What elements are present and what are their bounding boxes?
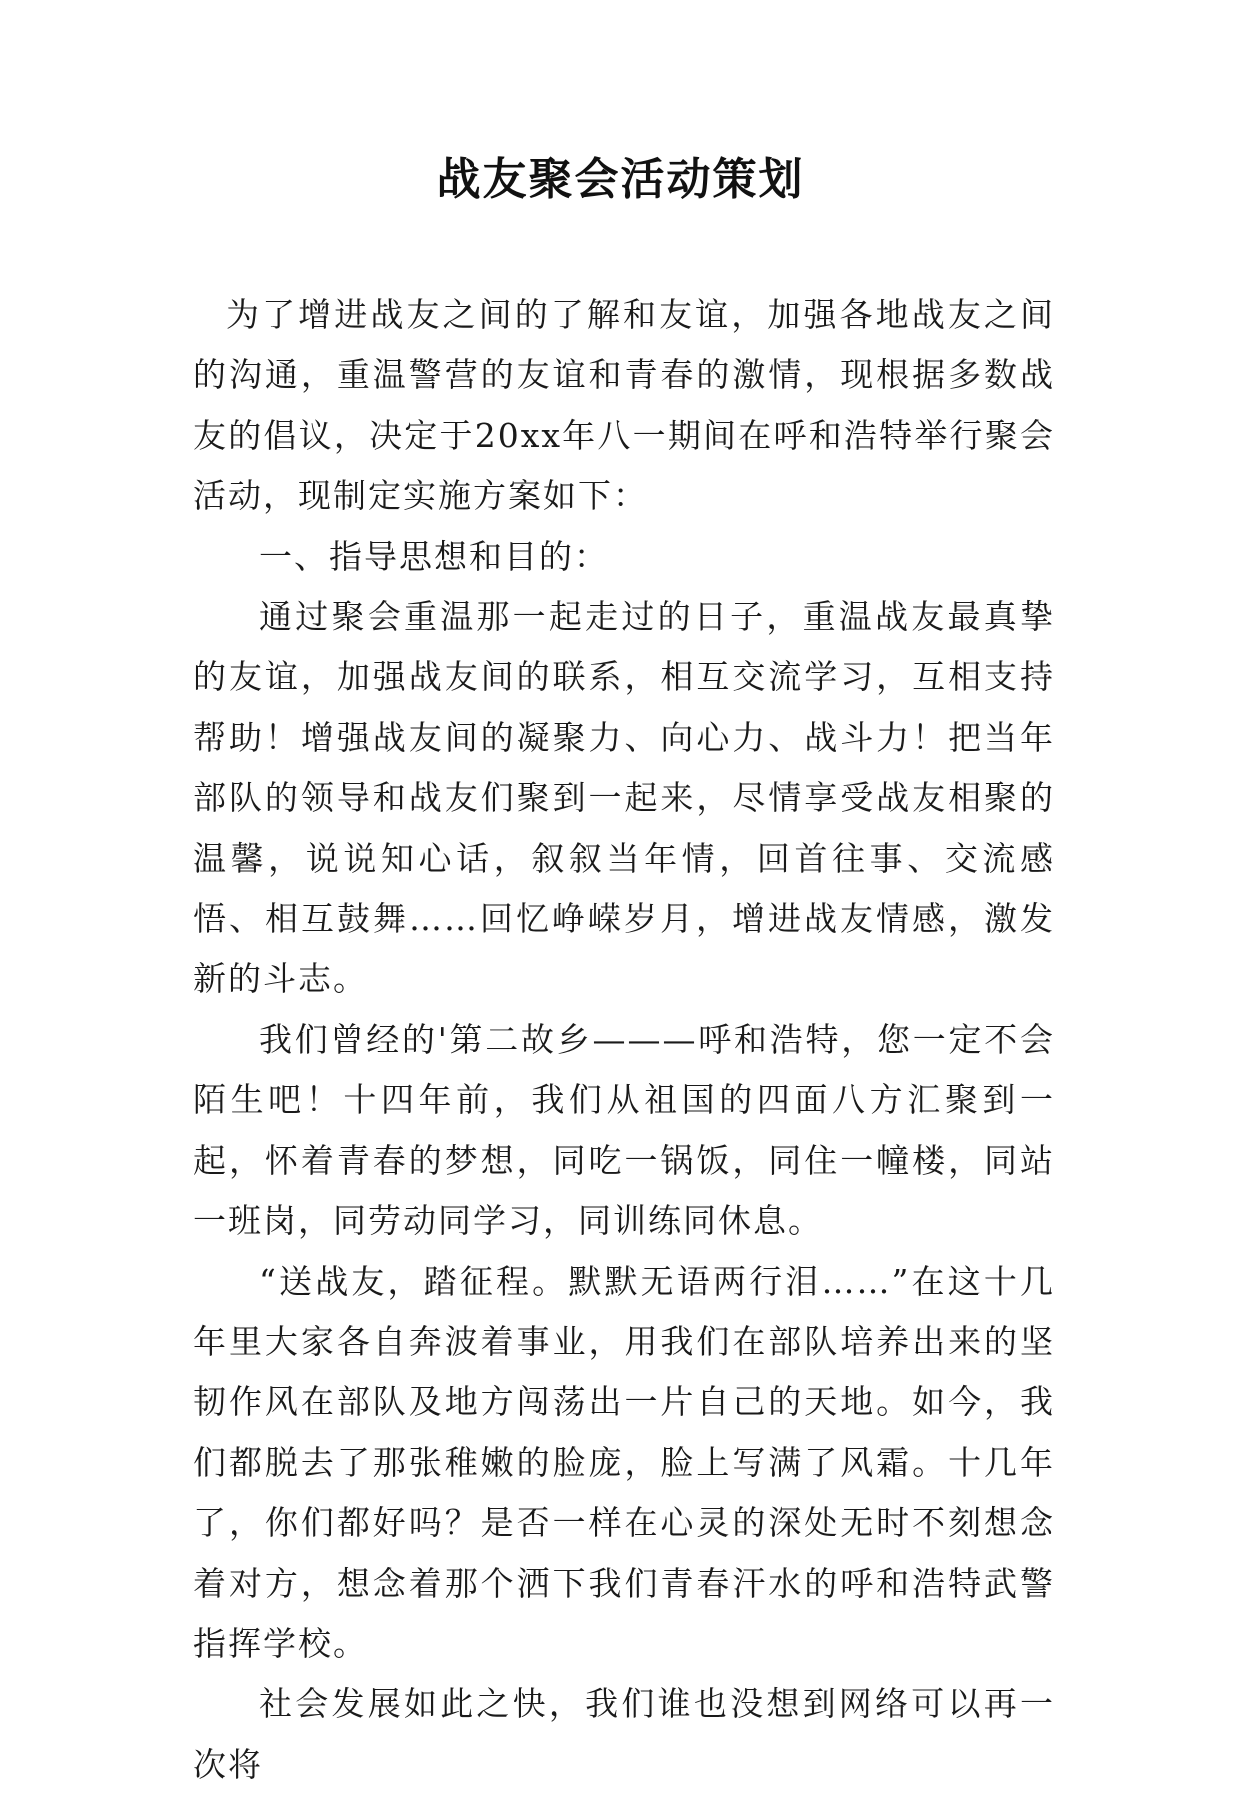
- paragraph-farewell: “送战友，踏征程。默默无语两行泪……”在这十几年里大家各自奔波着事业，用我们在部队培养出来的坚韧作风在部队及地方闯荡出一片自己的天地。如今，我们都脱去了那张稚嫩的脸庞，脸上写满了风霜。十几年了，你们都好吗？是否一样在心灵的深处无时不刻想念着对方，想念着那个洒下我们青春汗水的呼和浩特武警指挥学校。: [193, 1261, 1055, 1663]
- paragraph-intro: 为了增进战友之间的了解和友谊，加强各地战友之间的沟通，重温警营的友谊和青春的激情，现根据多数战友的倡议，决定于20xx年八一期间在呼和浩特举行聚会活动，现制定实施方案如下：: [193, 295, 1055, 516]
- paragraph-section-heading: 一、指导思想和目的：: [259, 536, 609, 576]
- paragraph-hometown: 我们曾经的'第二故乡———呼和浩特，您一定不会陌生吧！十四年前，我们从祖国的四面八方汇聚到一起，怀着青春的梦想，同吃一锅饭，同住一幢楼，同站一班岗，同劳动同学习，同训练同休息。: [193, 1019, 1055, 1241]
- paragraph-network: 社会发展如此之快，我们谁也没想到网络可以再一次将: [193, 1684, 1055, 1784]
- document-body: [193, 285, 1055, 1795]
- paragraph-purpose: 通过聚会重温那一起走过的日子，重温战友最真挚的友谊，加强战友间的联系，相互交流学习，互相支持帮助！增强战友间的凝聚力、向心力、战斗力！把当年部队的领导和战友们聚到一起来，尽情享受战友相聚的温馨，说说知心话，叙叙当年情，回首往事、交流感悟、相互鼓舞……回忆峥嵘岁月，增进战友情感，激发新的斗志。: [193, 597, 1055, 999]
- document-title: 战友聚会活动策划: [436, 154, 805, 205]
